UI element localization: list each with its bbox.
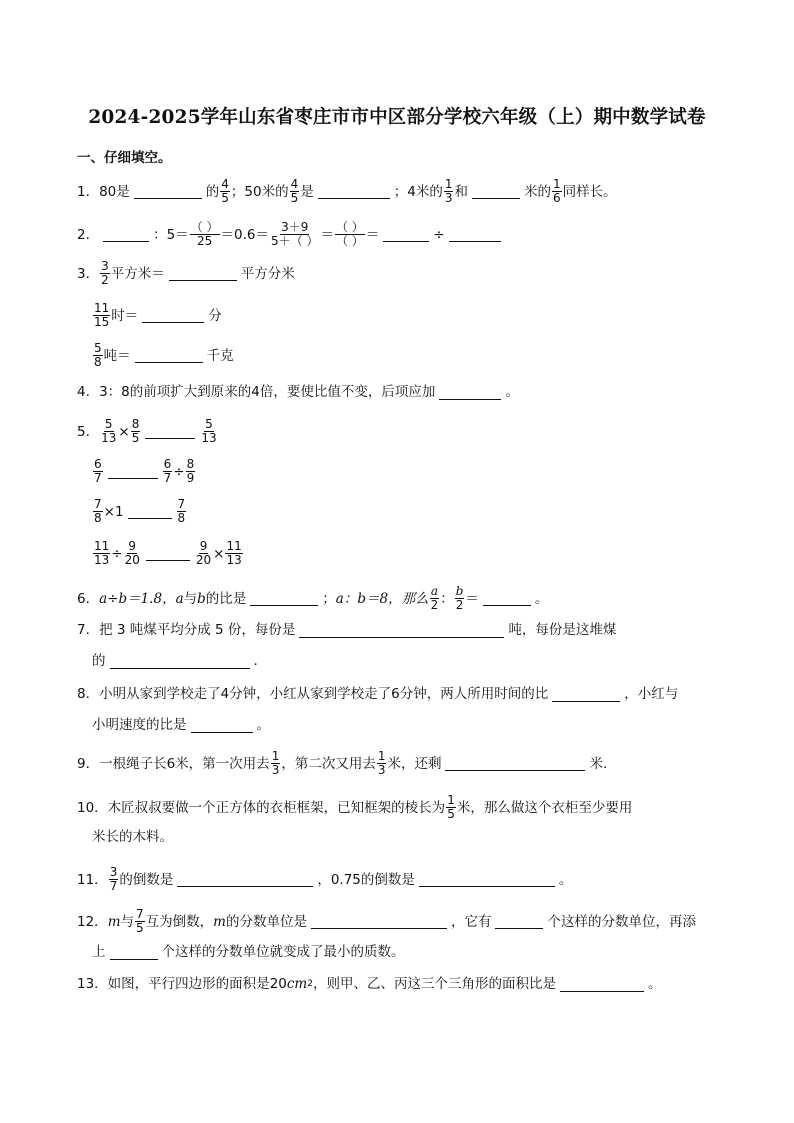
answer-blank[interactable] xyxy=(472,184,520,199)
answer-blank[interactable] xyxy=(103,227,149,242)
question-1: 1．80是 的 $\frac{4}{5}$ ；50米的 $\frac{4}{5}$ 是 ；4米的 $\frac{1}{3}$ 和 米的 $\frac{1}{6}$ 同样长。 xyxy=(77,177,617,205)
fraction: $\frac{11}{15}$ xyxy=(94,301,110,329)
answer-blank[interactable] xyxy=(483,591,531,606)
question-5: 5． $\frac{5}{13}$ × $\frac{8}{5}$ $\frac{5}{13}$ xyxy=(77,417,217,445)
question-8-row-2: 小明速度的比是 。 xyxy=(92,717,270,733)
fraction: $\frac{a}{2}$ xyxy=(430,584,439,612)
answer-blank[interactable] xyxy=(560,977,644,992)
question-7: 7．把 3 吨煤平均分成 5 份，每份是 吨，每份是这堆煤 xyxy=(77,622,617,638)
answer-blank[interactable] xyxy=(445,756,585,771)
answer-blank[interactable] xyxy=(191,718,253,733)
answer-blank[interactable] xyxy=(177,872,313,887)
question-10-row-2: 米长的木料。 xyxy=(92,829,173,845)
fraction: $\frac{7}{8}$ xyxy=(177,497,186,525)
question-2: 2． ：5＝ $\frac{( )}{25}$ ＝0.6＝ $\frac{3+9}{5+( )}$ ＝ $\frac{( )}{( )}$ ＝ ÷ xyxy=(77,221,505,248)
answer-blank[interactable] xyxy=(110,654,250,669)
fraction: $\frac{5}{13}$ xyxy=(101,417,117,445)
question-5-row-3: $\frac{7}{8}$ ×1 $\frac{7}{8}$ xyxy=(94,497,186,525)
question-3: 3． $\frac{3}{2}$ 平方米＝ 平方分米 xyxy=(77,259,295,287)
question-13: 13．如图，平行四边形的面积是 20 cm 2 ，则甲、乙、丙这三个三角形的面积比是 。 xyxy=(77,976,662,992)
question-6: 6． a÷b＝1.8， a 与 b 的比是 ； a：b＝8，那么 $\frac{a}{2}$ ： $\frac{b}{2}$ ＝ 。 xyxy=(77,584,549,612)
fraction: $\frac{1}{3}$ xyxy=(377,749,386,777)
answer-blank[interactable] xyxy=(110,945,158,960)
answer-blank[interactable] xyxy=(449,227,501,242)
answer-blank[interactable] xyxy=(142,308,204,323)
fraction: $\frac{3}{7}$ xyxy=(109,865,118,893)
question-12: 12． m 与 $\frac{7}{5}$ 互为倒数， m 的分数单位是 ，它有 个这样的分数单位，再添 xyxy=(77,907,696,935)
compare-blank[interactable] xyxy=(146,546,190,561)
fraction: $\frac{1}{5}$ xyxy=(447,793,455,821)
question-3-row-3: $\frac{5}{8}$ 吨＝ 千克 xyxy=(94,341,234,369)
fraction: $\frac{3}{2}$ xyxy=(101,259,109,287)
fraction: $\frac{6}{7}$ xyxy=(163,457,172,485)
answer-blank[interactable] xyxy=(299,623,504,638)
fraction: $\frac{1}{3}$ xyxy=(271,749,280,777)
fraction: $\frac{3+9}{5+( )}$ xyxy=(271,220,319,248)
answer-blank[interactable] xyxy=(311,914,447,929)
answer-blank[interactable] xyxy=(439,385,501,400)
question-4: 4．3：8的前项扩大到原来的4倍，要使比值不变，后项应加 。 xyxy=(77,384,519,400)
answer-blank[interactable] xyxy=(318,184,390,199)
fraction: $\frac{7}{5}$ xyxy=(136,907,144,935)
answer-blank[interactable] xyxy=(250,591,318,606)
compare-blank[interactable] xyxy=(108,464,158,479)
section-heading: 一、仔细填空。 xyxy=(77,150,172,166)
fraction: $\frac{8}{5}$ xyxy=(131,417,140,445)
answer-blank[interactable] xyxy=(383,227,429,242)
compare-blank[interactable] xyxy=(145,424,195,439)
question-3-row-2: $\frac{11}{15}$ 时＝ 分 xyxy=(94,301,222,329)
question-5-row-4: $\frac{11}{13}$ ÷ $\frac{9}{20}$ $\frac{9}{20}$ × $\frac{11}{13}$ xyxy=(94,539,242,567)
fraction: $\frac{( )}{25}$ xyxy=(190,220,219,248)
page-title: 2024-2025学年山东省枣庄市市中区部分学校六年级（上）期中数学试卷 xyxy=(88,107,706,128)
fraction: $\frac{4}{5}$ xyxy=(290,177,299,205)
fraction: $\frac{8}{9}$ xyxy=(186,457,195,485)
question-5-row-2: $\frac{6}{7}$ $\frac{6}{7}$ ÷ $\frac{8}{9}$ xyxy=(94,457,195,485)
fraction: $\frac{1}{6}$ xyxy=(552,177,561,205)
fraction: $\frac{5}{13}$ xyxy=(201,417,217,445)
fraction: $\frac{11}{13}$ xyxy=(94,539,110,567)
fraction: $\frac{9}{20}$ xyxy=(195,539,212,567)
fraction: $\frac{9}{20}$ xyxy=(124,539,140,567)
fraction: $\frac{4}{5}$ xyxy=(221,177,229,205)
answer-blank[interactable] xyxy=(135,348,203,363)
fraction: $\frac{11}{13}$ xyxy=(226,539,242,567)
question-8: 8．小明从家到学校走了4分钟，小红从家到学校走了6分钟，两人所用时间的比 ，小红与 xyxy=(77,686,679,702)
answer-blank[interactable] xyxy=(169,266,237,281)
fraction: $\frac{1}{3}$ xyxy=(444,177,453,205)
fraction: $\frac{7}{8}$ xyxy=(94,497,102,525)
answer-blank[interactable] xyxy=(552,687,620,702)
answer-blank[interactable] xyxy=(495,914,543,929)
fraction: $\frac{6}{7}$ xyxy=(94,457,102,485)
question-7-row-2: 的 . xyxy=(92,653,258,669)
question-10: 10．木匠叔叔要做一个正方体的衣柜框架，已知框架的棱长为 $\frac{1}{5}$ 米，那么做这个衣柜至少要用 xyxy=(77,793,633,821)
answer-blank[interactable] xyxy=(134,184,202,199)
question-9: 9．一根绳子长6米，第一次用去 $\frac{1}{3}$ ，第二次又用去 $\frac{1}{3}$ 米，还剩 米. xyxy=(77,749,608,777)
fraction: $\frac{5}{8}$ xyxy=(94,341,102,369)
answer-blank[interactable] xyxy=(419,872,555,887)
question-12-row-2: 上 个这样的分数单位就变成了最小的质数。 xyxy=(92,944,405,960)
question-11: 11． $\frac{3}{7}$ 的倒数是 ，0.75的倒数是 。 xyxy=(77,865,573,893)
compare-blank[interactable] xyxy=(128,504,172,519)
fraction: $\frac{b}{2}$ xyxy=(455,584,464,612)
fraction: $\frac{( )}{( )}$ xyxy=(335,220,364,248)
